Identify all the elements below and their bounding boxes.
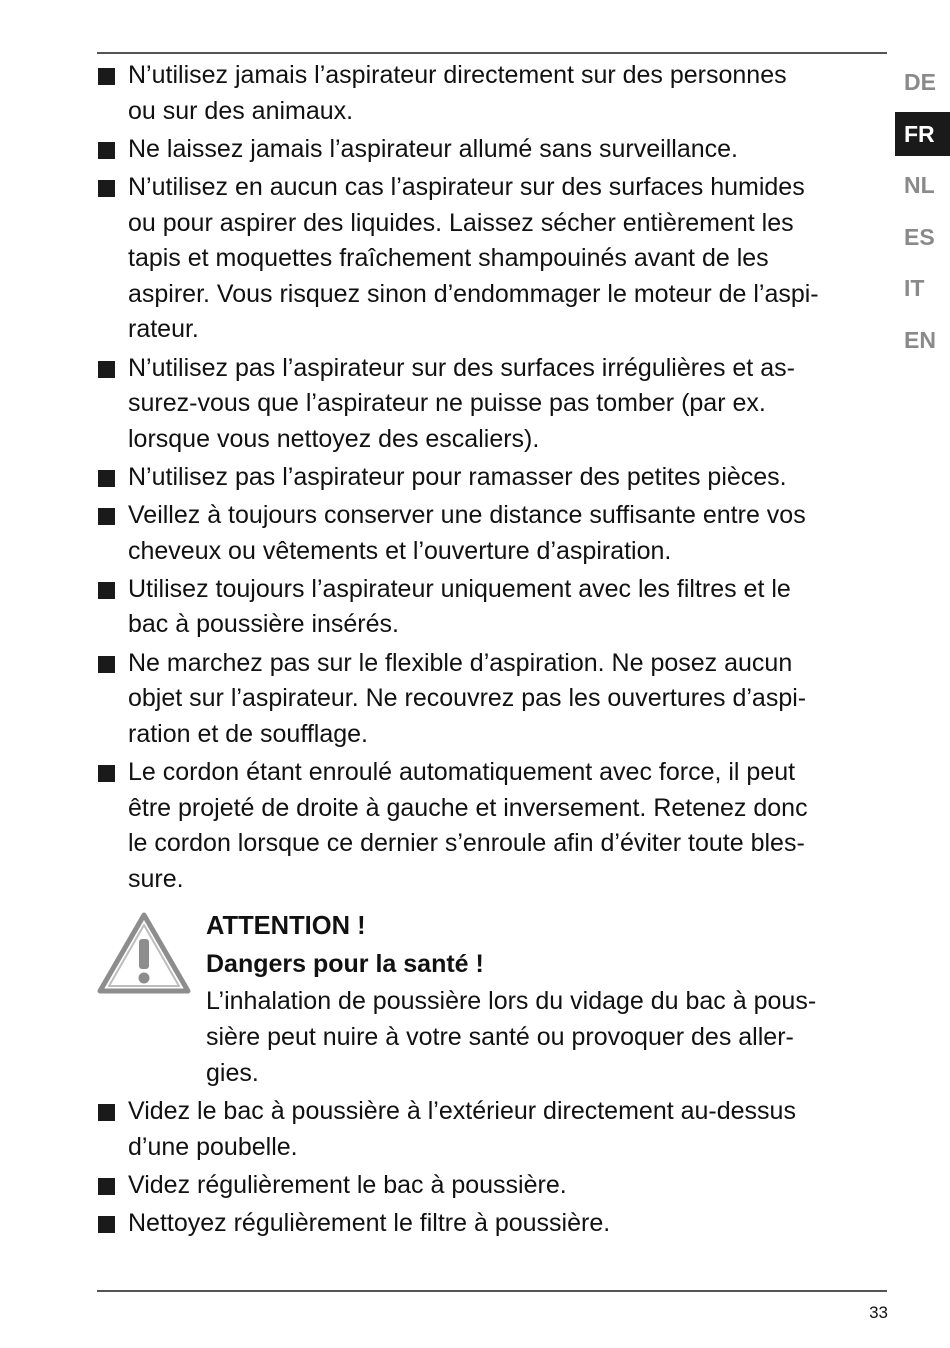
list-item-text: N’utilisez en aucun cas l’aspirateur sur des surfaces humides	[128, 172, 805, 201]
list-item-text: N’utilisez pas l’aspirateur sur des surfaces irrégulières et as-	[128, 353, 795, 382]
list-item-text: rateur.	[128, 315, 199, 344]
list-item	[97, 646, 887, 753]
bullet-square-icon	[98, 1104, 115, 1121]
attention-block	[97, 907, 887, 1091]
list-item-text: N’utilisez jamais l’aspirateur directement sur des personnes	[128, 61, 787, 89]
language-tab-nl[interactable]: NL	[904, 172, 935, 199]
bullet-square-icon	[98, 361, 115, 378]
list-item-text: ration et de soufflage.	[128, 719, 368, 748]
list-item	[97, 1168, 887, 1204]
language-tab-it[interactable]: IT	[904, 275, 925, 302]
list-item	[97, 460, 887, 496]
bullet-square-icon	[98, 765, 115, 782]
bullet-square-icon	[98, 180, 115, 197]
list-item-text: aspirer. Vous risquez sinon d’endommager le moteur de l’aspi-	[128, 279, 819, 308]
bullet-square-icon	[98, 142, 115, 159]
list-item-text: Ne marchez pas sur le flexible d’aspiration. Ne posez aucun	[128, 648, 793, 677]
language-tab-en[interactable]: EN	[904, 326, 936, 353]
list-item-text: d’une poubelle.	[128, 1132, 298, 1161]
bullet-square-icon	[98, 1178, 115, 1195]
top-rule	[97, 52, 887, 54]
list-item-text: ou sur des animaux.	[128, 96, 354, 125]
bullet-square-icon	[98, 656, 115, 673]
list-item	[97, 572, 887, 643]
bullet-square-icon	[98, 68, 115, 85]
list-item	[97, 498, 887, 569]
bottom-rule	[97, 1290, 887, 1292]
list-item	[97, 351, 887, 458]
language-tab-fr[interactable]: FR	[895, 112, 950, 156]
list-item-text: N’utilisez pas l’aspirateur pour ramasser des petites pièces.	[128, 462, 787, 491]
list-item-text: Nettoyez régulièrement le filtre à poussière.	[128, 1209, 611, 1238]
safety-list-bottom	[97, 1094, 887, 1242]
list-item-text: sure.	[128, 864, 184, 893]
list-item-text: Ne laissez jamais l’aspirateur allumé sans surveillance.	[128, 134, 738, 163]
attention-title: ATTENTION !	[206, 912, 366, 941]
attention-text-line: L’inhalation de poussière lors du vidage du bac à pous-	[206, 987, 817, 1016]
list-item-text: Le cordon étant enroulé automatiquement avec force, il peut	[128, 758, 796, 787]
list-item-text: le cordon lorsque ce dernier s’enroule afin d’éviter toute bles-	[128, 829, 805, 858]
list-item-text: cheveux ou vêtements et l’ouverture d’aspiration.	[128, 536, 672, 565]
list-item	[97, 1094, 887, 1165]
bullet-square-icon	[98, 508, 115, 525]
list-item	[97, 755, 887, 897]
list-item-text: Utilisez toujours l’aspirateur uniquement avec les filtres et le	[128, 574, 791, 603]
page-number: 33	[869, 1303, 888, 1322]
bullet-square-icon	[98, 582, 115, 599]
language-tab-es[interactable]: ES	[904, 223, 935, 250]
attention-body	[206, 984, 887, 1091]
list-item	[97, 132, 887, 168]
list-item	[97, 170, 887, 348]
warning-triangle-icon	[97, 911, 191, 995]
list-item-text: objet sur l’aspirateur. Ne recouvrez pas les ouvertures d’aspi-	[128, 684, 807, 713]
attention-subtitle: Dangers pour la santé !	[206, 950, 484, 979]
attention-text-line: gies.	[206, 1058, 259, 1087]
page-content	[97, 58, 887, 1244]
list-item-text: Videz le bac à poussière à l’extérieur directement au-dessus	[128, 1097, 796, 1126]
list-item-text: lorsque vous nettoyez des escaliers).	[128, 424, 540, 453]
list-item-text: ou pour aspirer des liquides. Laissez sécher entièrement les	[128, 208, 794, 237]
attention-text-line: sière peut nuire à votre santé ou provoquer des aller-	[206, 1023, 794, 1051]
list-item-text: tapis et moquettes fraîchement shampouinés avant de les	[128, 244, 769, 273]
language-tab-de[interactable]: DE	[904, 69, 936, 95]
list-item-text: bac à poussière insérés.	[128, 610, 399, 639]
bullet-square-icon	[98, 470, 115, 487]
list-item	[97, 58, 887, 129]
list-item-text: surez-vous que l’aspirateur ne puisse pas tomber (par ex.	[128, 389, 766, 418]
safety-list-top	[97, 58, 887, 897]
bullet-square-icon	[98, 1216, 115, 1233]
list-item	[97, 1206, 887, 1242]
list-item-text: être projeté de droite à gauche et inversement. Retenez donc	[128, 793, 808, 822]
list-item-text: Veillez à toujours conserver une distance suffisante entre vos	[128, 501, 806, 530]
list-item-text: Videz régulièrement le bac à poussière.	[128, 1170, 567, 1199]
language-tabs	[895, 60, 950, 370]
